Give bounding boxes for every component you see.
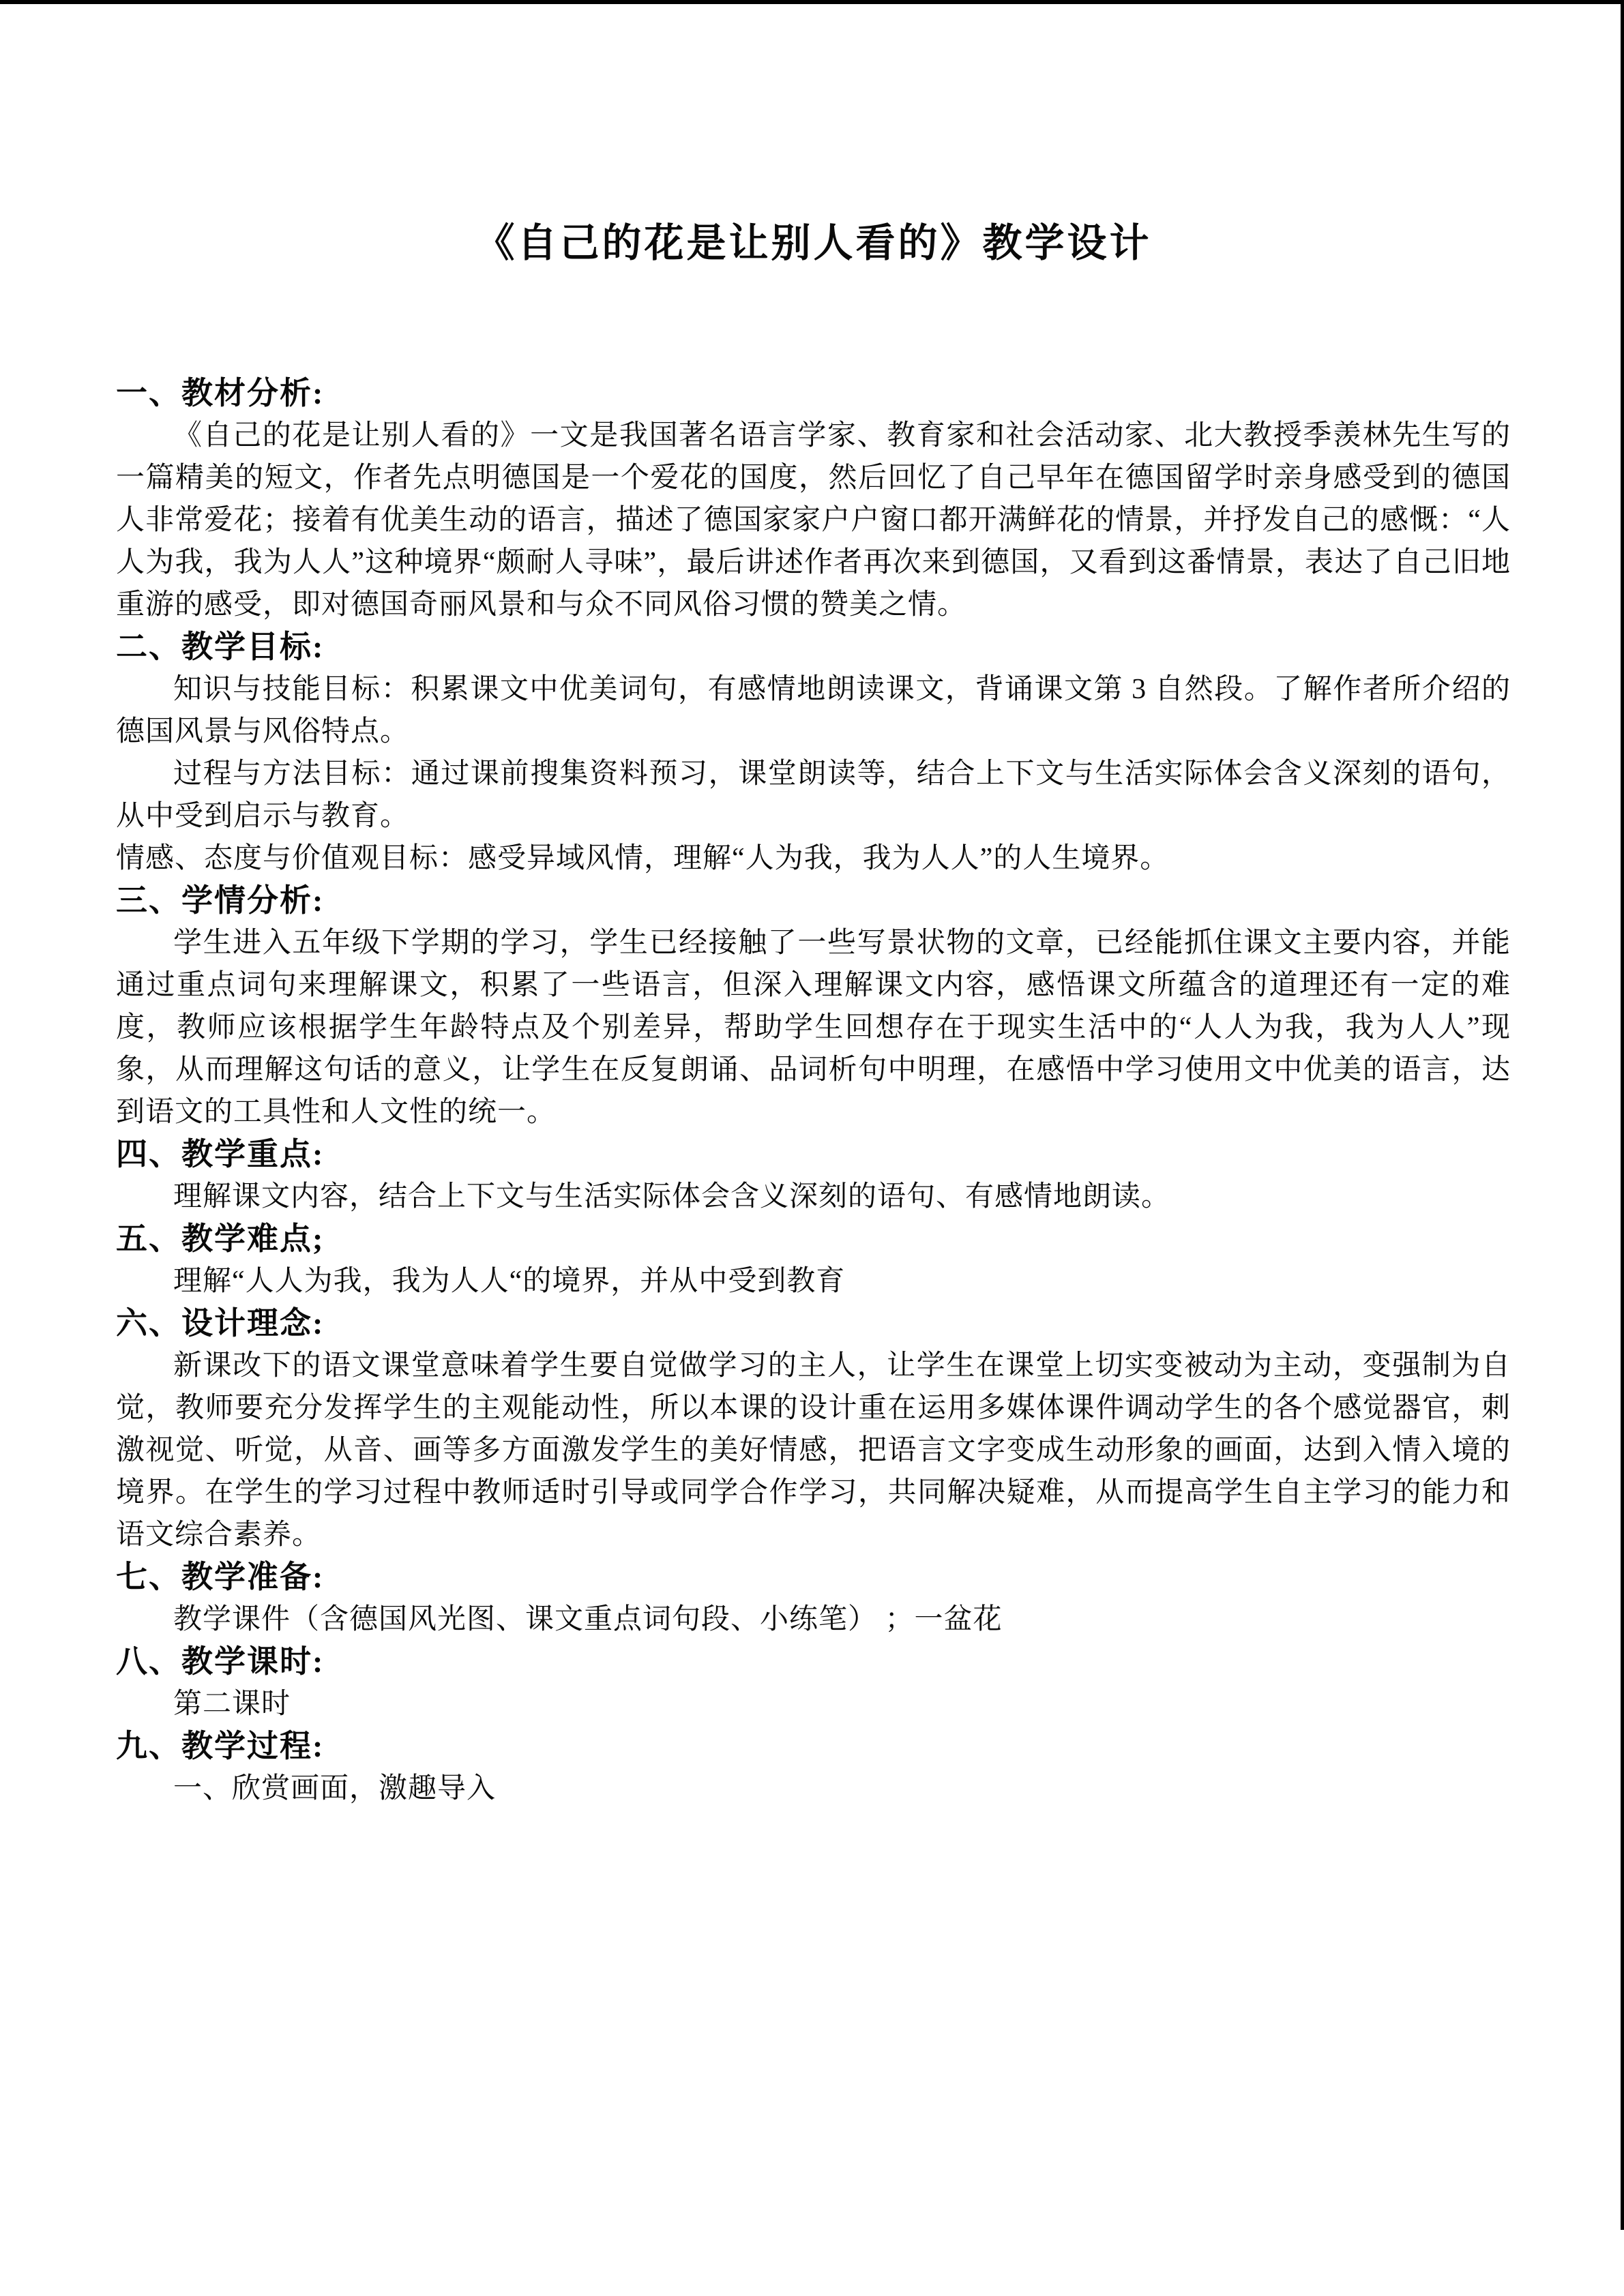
- section-teaching-periods: [116, 1641, 1511, 1725]
- section-learner-analysis: [116, 880, 1511, 1133]
- section-teaching-process: [116, 1725, 1511, 1810]
- section-heading: 八、教学课时:: [116, 1644, 325, 1679]
- paragraph: 学生进入五年级下学期的学习，学生已经接触了一些写景状物的文章，已经能抓住课文主要内容，并能通过重点词句来理解课文，积累了一些语言，但深入理解课文内容，感悟课文所蕴含的道理还有一定的难度，教师应该根据学生年龄特点及个别差异，帮助学生回想存在于现实生活中的“人人为我，我为人人”现象，从而理解这句话的意义，让学生在反复朗诵、品词析句中明理，在感悟中学习使用文中优美的语言，达到语文的工具性和人文性的统一。: [116, 927, 1511, 1128]
- paragraph: 一、欣赏画面，激趣导入: [173, 1773, 497, 1804]
- paragraph: 教学课件（含德国风光图、课文重点词句段、小练笔） ；一盆花: [173, 1604, 1003, 1635]
- paragraph: 理解“人人为我，我为人人“的境界，并从中受到教育: [173, 1266, 846, 1297]
- section-teaching-difficulty: [116, 1218, 1511, 1302]
- document-title: 《自己的花是让别人看的》教学设计: [475, 221, 1152, 265]
- section-material-analysis: [116, 372, 1511, 626]
- paragraph: 情感、态度与价值观目标：感受异域风情，理解“人为我，我为人人”的人生境界。: [116, 843, 1170, 874]
- paragraph: 理解课文内容，结合上下文与生活实际体会含义深刻的语句、有感情地朗读。: [173, 1181, 1171, 1212]
- section-heading: 二、教学目标:: [116, 629, 325, 664]
- section-teaching-focus: [116, 1133, 1511, 1218]
- section-heading: 一、教材分析:: [116, 376, 325, 411]
- section-heading: 四、教学重点:: [116, 1137, 325, 1172]
- section-heading: 七、教学准备:: [116, 1560, 325, 1594]
- paragraph: 过程与方法目标：通过课前搜集资料预习，课堂朗读等，结合上下文与生活实际体会含义深刻的语句，从中受到启示与教育。: [116, 758, 1511, 832]
- section-teaching-objectives: [116, 626, 1511, 880]
- paragraph: 《自己的花是让别人看的》一文是我国著名语言学家、教育家和社会活动家、北大教授季羡林先生写的一篇精美的短文，作者先点明德国是一个爱花的国度，然后回忆了自己早年在德国留学时亲身感受到的德国人非常爱花；接着有优美生动的语言，描述了德国家家户户窗口都开满鲜花的情景，并抒发自己的感慨：“人人为我，我为人人”这种境界“颇耐人寻味”，最后讲述作者再次来到德国，又看到这番情景，表达了自己旧地重游的感受，即对德国奇丽风景和与众不同风俗习惯的赞美之情。: [116, 420, 1511, 621]
- section-heading: 六、设计理念:: [116, 1306, 325, 1341]
- section-design-concept: [116, 1302, 1511, 1556]
- section-heading: 三、学情分析:: [116, 883, 325, 918]
- scan-edge-right: [1621, 0, 1624, 2230]
- paragraph: 新课改下的语文课堂意味着学生要自觉做学习的主人，让学生在课堂上切实变被动为主动，变强制为自觉，教师要充分发挥学生的主观能动性，所以本课的设计重在运用多媒体课件调动学生的各个感觉器官，刺激视觉、听觉，从音、画等多方面激发学生的美好情感，把语言文字变成生动形象的画面，达到入情入境的境界。在学生的学习过程中教师适时引导或同学合作学习，共同解决疑难，从而提高学生自主学习的能力和语文综合素养。: [116, 1350, 1511, 1551]
- section-heading: 九、教学过程:: [116, 1729, 325, 1763]
- paragraph: 第二课时: [173, 1688, 291, 1720]
- section-heading: 五、教学难点;: [116, 1221, 325, 1256]
- section-teaching-preparation: [116, 1556, 1511, 1641]
- paragraph: 知识与技能目标：积累课文中优美词句，有感情地朗读课文，背诵课文第 3 自然段。了解作者所介绍的德国风景与风俗特点。: [116, 674, 1511, 747]
- scan-edge-top: [0, 0, 1624, 4]
